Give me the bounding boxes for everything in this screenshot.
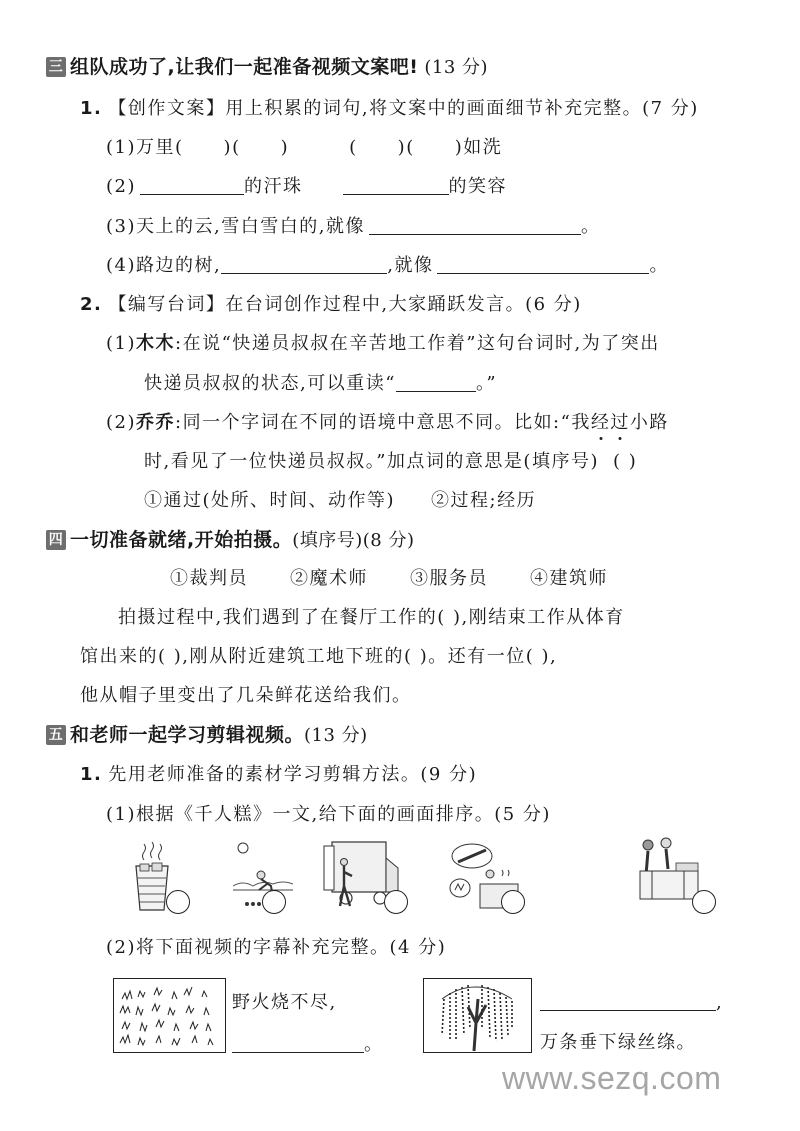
watermark: www.sezq.com [502,1060,722,1096]
grassland-picture [113,978,226,1053]
s3-q1-text: 【创作文案】用上积累的词句,将文案中的画面细节补充完整。(7 分) [108,98,699,119]
section-4-title: 一切准备就绪,开始拍摄。 [70,529,293,551]
s5-question-1: 1. 先用老师准备的素材学习剪辑方法。(9 分) [80,764,478,785]
s3-q2-sub2-line2: 时,看见了一位快递员叔叔。”加点词的意思是(填序号) ( ) [144,451,638,472]
caption-1-line2: 。 [232,1030,384,1056]
s4-paragraph-line3: 他从帽子里变出了几朵鲜花送给我们。 [80,685,412,706]
s3-q1-item-2: (2) 的汗珠 的笑容 [106,176,507,197]
s4-paragraph-line1: 拍摄过程中,我们遇到了在餐厅工作的( ),刚结束工作从体育 [118,607,625,628]
s3-q2-text: 【编写台词】在台词创作过程中,大家踊跃发言。(6 分) [108,294,582,315]
s5-q1-sub1: (1)根据《千人糕》一文,给下面的画面排序。(5 分) [106,804,551,825]
section-5-heading [46,720,368,747]
s3-q2-sub2-line1: (2)乔乔:同一个字词在不同的语境中意思不同。比如:“我经过小路 [106,412,669,433]
section-3-badge: 三 [46,57,66,77]
s3-question-2 [80,290,582,316]
order-circle-2[interactable] [262,890,286,914]
option-1: ①通过(处所、时间、动作等) [144,490,396,511]
option-2: ②过程;经历 [431,490,537,511]
order-circle-3[interactable] [384,890,408,914]
section-4-points: (填序号)(8 分) [292,530,415,551]
s3-q2-number: 2. [80,294,103,315]
order-circle-1[interactable] [166,890,190,914]
caption-2-line2: 万条垂下绿丝绦。 [540,1032,696,1053]
s5-q1-sub2: (2)将下面视频的字幕补充完整。(4 分) [106,937,447,958]
s3-q2-sub1-line1: (1)木木:在说“快递员叔叔在辛苦地工作着”这句台词时,为了突出 [106,333,660,354]
caption-2-line1: , [540,992,723,1013]
s4-options: ①裁判员 ②魔术师 ③服务员 ④建筑师 [170,568,608,589]
section-5-title: 和老师一起学习剪辑视频。 [70,724,305,746]
answer-paren[interactable]: ( ) [612,451,638,472]
section-4-badge: 四 [46,530,66,550]
speaker-qiaoqiao: 乔乔 [136,412,175,433]
s3-q1-number: 1. [80,98,103,119]
section-5-badge: 五 [46,725,66,745]
section-5-points: (13 分) [304,725,368,746]
answer-line[interactable] [396,373,476,392]
order-circle-4[interactable] [501,890,525,914]
s4-paragraph-line2: 馆出来的( ),刚从附近建筑工地下班的( )。还有一位( ), [80,646,558,667]
answer-line[interactable] [369,216,581,235]
answer-line[interactable] [540,992,716,1011]
section-3-heading [46,52,488,79]
s3-question-1 [80,94,699,120]
caption-1-line1: 野火烧不尽, [232,992,337,1013]
section-3-points: (13 分) [424,57,489,78]
s3-q1-item-1: (1)万里( )( ) ( )( )如洗 [106,137,503,158]
order-circle-5[interactable] [692,890,716,914]
answer-line[interactable] [140,176,244,195]
section-3-title: 组队成功了,让我们一起准备视频文案吧! [70,56,419,78]
answer-line[interactable] [232,1034,364,1053]
answer-line[interactable] [343,176,449,195]
dotted-char: 过 [610,412,630,433]
answer-line[interactable] [437,255,649,274]
s3-q2-options [144,486,536,512]
s3-q1-item-3: (3)天上的云,雪白雪白的,就像 。 [106,216,601,237]
dotted-char: 经 [590,412,611,433]
section-4-heading [46,525,414,552]
willow-tree-picture [423,978,532,1053]
answer-line[interactable] [221,255,387,274]
s3-q2-sub1-line2: 快递员叔叔的状态,可以重读“ 。” [144,373,498,394]
s3-q1-item-4: (4)路边的树, ,就像 。 [106,255,669,276]
speaker-mumu: 木木 [136,333,175,354]
